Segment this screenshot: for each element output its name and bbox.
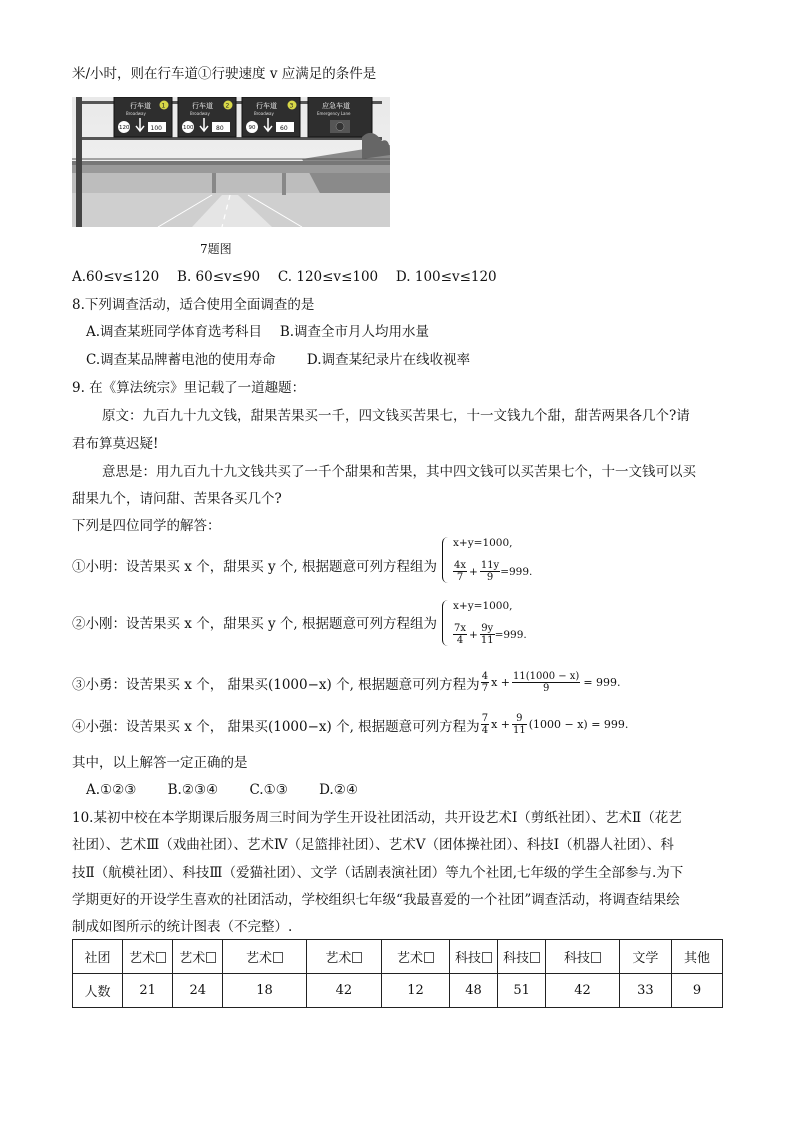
svg-text:行车道: 行车道 (192, 102, 213, 110)
fraction-numerator: 11(1000 − x) (512, 671, 580, 682)
table-cell: 文学 (619, 940, 671, 974)
svg-text:行车道: 行车道 (256, 102, 277, 110)
svg-text:Broadway: Broadway (254, 111, 274, 116)
svg-text:Broadway: Broadway (190, 111, 210, 116)
table-cell: 33 (619, 974, 671, 1008)
svg-text:行车道: 行车道 (130, 102, 151, 110)
equation-middle: x + (491, 676, 510, 689)
table-cell: 12 (382, 974, 450, 1008)
question-8-stem: 8.下列调查活动，适合使用全面调查的是 (72, 297, 315, 313)
lane-sign-2 (178, 97, 236, 137)
solution-2-system: x+y=1000, $\frac{7x}{4}$ + $\frac{9y}{11}$ =999. (442, 600, 527, 646)
solution-1-system: x+y=1000, $\frac{4x}{7}$ + $\frac{11y}{9}$ =999. (442, 537, 532, 583)
question-10-line-1: 10.某初中校在本学期课后服务周三时间为学生开设社团活动，共开设艺术Ⅰ（剪纸社团）、艺术Ⅱ（花艺 (72, 810, 682, 826)
solution-2-eq1: x+y=1000, (453, 600, 513, 612)
fraction-denominator: 9 (486, 572, 494, 583)
question-10-line-4: 学期更好的开设学生喜欢的社团活动，学校组织七年级“我最喜爱的一个社团”调查活动，将调查结果绘 (72, 892, 680, 908)
table-cell: 42 (546, 974, 620, 1008)
table-header-count: 人数 (73, 974, 123, 1008)
question-10-line-5: 制成如图所示的统计图表（不完整）. (72, 919, 293, 935)
svg-text:60: 60 (280, 125, 288, 132)
fraction-numerator: 11y (480, 560, 500, 571)
svg-text:3: 3 (289, 102, 294, 110)
fraction-numerator: 4x (454, 560, 467, 571)
table-cell: 24 (173, 974, 223, 1008)
question-10-line-3: 技Ⅱ（航模社团）、科技Ⅲ（爱猫社团）、文学（话剧表演社团）等九个社团,七年级的学生全部参与.为下 (72, 865, 684, 881)
table-cell: 其他 (671, 940, 722, 974)
equation-tail: (1000 − x) = 999. (528, 718, 629, 731)
fraction-denominator: 11 (480, 635, 494, 646)
question-8-options-cd: C.调查某品牌蓄电池的使用寿命 D.调查某纪录片在线收视率 (86, 352, 471, 368)
svg-text:100: 100 (183, 125, 194, 131)
figure-caption: 7题图 (200, 242, 232, 256)
question-9-meaning-1: 意思是：用九百九十九文钱共买了一千个甜果和苦果，其中四文钱可以买苦果七个，十一文钱可以买 (102, 464, 696, 480)
svg-text:80: 80 (216, 125, 224, 132)
fraction-denominator: 4 (481, 725, 489, 736)
question-9-conclusion: 其中，以上解答一定正确的是 (72, 755, 248, 771)
svg-text:应急车道: 应急车道 (322, 102, 350, 110)
table-cell: 21 (123, 974, 173, 1008)
fraction-denominator: 4 (456, 635, 464, 646)
fraction-denominator: 9 (542, 683, 550, 694)
table-cell: 艺术 (382, 940, 450, 974)
fraction-denominator: 7 (456, 572, 464, 583)
table-cell: 科技 (546, 940, 620, 974)
lane-sign-1 (114, 97, 172, 137)
table-cell: 科技 (449, 940, 497, 974)
lane-sign-3 (242, 97, 300, 137)
fraction-denominator: 11 (512, 725, 526, 736)
question-7-tail: 米/小时，则在行车道①行驶速度 v 应满足的条件是 (72, 66, 377, 82)
solution-1-text: ①小明：设苦果买 x 个，甜果买 y 个, 根据题意可列方程组为 (72, 559, 437, 575)
question-9-original-1: 原文：九百九十九文钱，甜果苦果买一千，四文钱买苦果七，十一文钱九个甜，甜苦两果各几个?请 (102, 408, 690, 424)
question-9-meaning-2: 甜果九个，请问甜、苦果各买几个? (72, 491, 282, 507)
question-7-options: A.60≤v≤120 B. 60≤v≤90 C. 120≤v≤100 D. 100≤v≤120 (72, 269, 497, 285)
question-8-options-ab: A.调查某班同学体育选考科目 B.调查全市月人均用水量 (86, 324, 430, 340)
solution-1-eq1: x+y=1000, (453, 537, 513, 549)
question-9-original-2: 君布算莫迟疑! (72, 436, 159, 452)
equation-middle: x + (491, 718, 510, 731)
fraction-numerator: 9y (481, 623, 494, 634)
fraction-numerator: 7 (481, 713, 489, 724)
svg-text:1: 1 (161, 102, 166, 110)
solution-2-text: ②小刚：设苦果买 x 个，甜果买 y 个, 根据题意可列方程组为 (72, 616, 437, 632)
svg-text:100: 100 (150, 125, 162, 132)
table-row (73, 940, 723, 974)
table-cell: 48 (449, 974, 497, 1008)
equation-tail: =999. (494, 628, 527, 641)
table-cell: 9 (671, 974, 722, 1008)
question-9-stem: 9. 在《算法统宗》里记载了一道趣题： (72, 380, 306, 396)
table-cell: 18 (223, 974, 306, 1008)
svg-text:90: 90 (248, 125, 256, 131)
table-cell: 艺术 (223, 940, 306, 974)
table-cell: 艺术 (173, 940, 223, 974)
highway-sign-photo (72, 97, 390, 227)
fraction-numerator: 4 (481, 671, 489, 682)
table-cell: 艺术 (123, 940, 173, 974)
svg-text:Broadway: Broadway (126, 111, 146, 116)
question-9-options: A.①②③ B.②③④ C.①③ D.②④ (86, 782, 358, 798)
equation-tail: = 999. (583, 676, 621, 689)
fraction-denominator: 7 (481, 683, 489, 694)
table-cell: 42 (306, 974, 382, 1008)
question-10-line-2: 社团）、艺术Ⅲ（戏曲社团）、艺术Ⅳ（足篮排社团）、艺术Ⅴ（团体操社团）、科技Ⅰ（机器人社团）、科 (72, 837, 674, 853)
fraction-numerator: 7x (454, 623, 467, 634)
table-row (73, 974, 723, 1008)
fraction-numerator: 9 (512, 713, 527, 725)
solution-4-text: ④小强：设苦果买 x 个， 甜果买(1000−x) 个, 根据题意可列方程为 (72, 718, 480, 735)
emergency-lane-sign (308, 97, 372, 137)
svg-text:Emergency Lane: Emergency Lane (317, 111, 351, 116)
equation-tail: =999. (500, 565, 533, 578)
question-9-intro: 下列是四位同学的解答： (72, 518, 221, 534)
svg-text:120: 120 (119, 125, 130, 131)
solution-3 (72, 671, 621, 694)
table-cell: 科技 (498, 940, 546, 974)
svg-text:2: 2 (225, 102, 230, 110)
table-cell: 艺术 (306, 940, 382, 974)
table-cell: 51 (498, 974, 546, 1008)
solution-4 (72, 713, 628, 736)
solution-3-text: ③小勇：设苦果买 x 个， 甜果买(1000−x) 个, 根据题意可列方程为 (72, 676, 480, 693)
table-header-club: 社团 (73, 940, 123, 974)
club-statistics-table (72, 939, 723, 1008)
